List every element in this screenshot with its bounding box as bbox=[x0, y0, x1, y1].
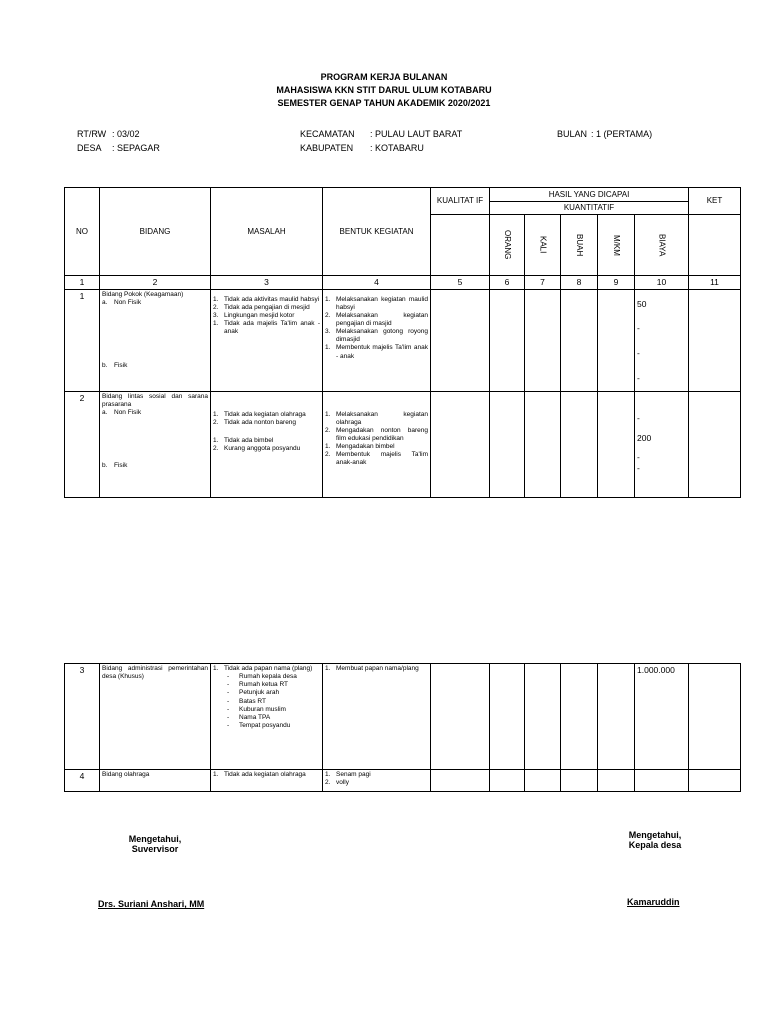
row-no: 2 bbox=[65, 391, 100, 497]
item-number: 1. bbox=[325, 665, 331, 672]
kecamatan-value: : PULAU LAUT BARAT bbox=[370, 129, 463, 139]
kabupaten-value: : KOTABARU bbox=[370, 143, 424, 153]
item-number: 2. bbox=[325, 311, 331, 319]
item-number: 1. bbox=[325, 443, 331, 451]
item-number: 1. bbox=[213, 410, 219, 418]
doc-title-line3: SEMESTER GENAP TAHUN AKADEMIK 2020/2021 bbox=[277, 98, 491, 108]
sub-dash: - bbox=[227, 705, 230, 713]
masalah-item: Lingkungan mesjid kotor bbox=[224, 311, 295, 319]
cell-mkm bbox=[598, 391, 635, 497]
ket-blank bbox=[689, 215, 741, 276]
col-number: 10 bbox=[635, 276, 689, 290]
cell-kali bbox=[525, 664, 561, 770]
bidang-title: Bidang lintas sosial dan sarana prasarana bbox=[102, 392, 208, 408]
item-number: 2. bbox=[213, 418, 219, 426]
cell-mkm bbox=[598, 289, 635, 391]
row-bentuk-kegiatan bbox=[323, 770, 431, 792]
biaya-value: - bbox=[637, 323, 640, 334]
biaya-value: - bbox=[637, 462, 640, 473]
col-number: 7 bbox=[525, 276, 561, 290]
kualitatif-blank bbox=[431, 215, 490, 276]
bidang-a-text: Non Fisik bbox=[114, 408, 142, 416]
bentuk-item: Melaksanakan gotong royong dimasjid bbox=[336, 328, 428, 344]
bidang-a-text: Non Fisik bbox=[114, 298, 142, 306]
item-number: 1. bbox=[213, 320, 219, 327]
cell-biaya bbox=[635, 770, 689, 792]
rtrw-value: : 03/02 bbox=[112, 129, 140, 139]
bulan-label: BULAN bbox=[557, 129, 588, 139]
row-bentuk-kegiatan bbox=[323, 289, 431, 391]
item-number: 2. bbox=[325, 779, 331, 787]
col-number: 11 bbox=[689, 276, 741, 290]
cell-ket bbox=[689, 391, 741, 497]
biaya-value: - bbox=[637, 451, 640, 462]
cell-biaya: 1.000.000 bbox=[635, 664, 689, 770]
row-bidang bbox=[100, 289, 211, 391]
row-no: 1 bbox=[65, 289, 100, 391]
bidang-b-mark: b. bbox=[102, 462, 108, 469]
item-number: 2. bbox=[325, 451, 331, 459]
sub-dash: - bbox=[227, 713, 230, 721]
col-number: 6 bbox=[490, 276, 525, 290]
col-header-buah: BUAH bbox=[561, 215, 598, 276]
item-number: 3. bbox=[325, 328, 331, 336]
item-number: 1. bbox=[213, 771, 219, 778]
bentuk-item: Mengadakan nonton bareng film edukasi pendidikan bbox=[336, 426, 428, 442]
bentuk-item: Mengadakan bimbel bbox=[336, 443, 395, 451]
col-number: 2 bbox=[100, 276, 211, 290]
col-header-hasil: HASIL YANG DICAPAI bbox=[490, 188, 689, 202]
col-header-ket: KET bbox=[689, 188, 741, 215]
bulan-value: : 1 (PERTAMA) bbox=[591, 129, 653, 139]
sub-dash: - bbox=[227, 697, 230, 705]
row-no: 4 bbox=[65, 770, 100, 792]
masalah-subitem: Rumah kepala desa bbox=[239, 673, 297, 681]
cell-biaya bbox=[635, 289, 689, 391]
col-number: 9 bbox=[598, 276, 635, 290]
col-header-bentuk-kegiatan: BENTUK KEGIATAN bbox=[323, 188, 431, 276]
cell-mkm bbox=[598, 664, 635, 770]
cell-kali bbox=[525, 391, 561, 497]
masalah-item: Tidak ada kegiatan olahraga bbox=[224, 410, 306, 418]
col-number: 1 bbox=[65, 276, 100, 290]
signature-right-name: Kamaruddin bbox=[627, 897, 680, 907]
kabupaten-label: KABUPATEN bbox=[300, 143, 354, 153]
bidang-b-text: Fisik bbox=[114, 361, 128, 369]
col-header-masalah: MASALAH bbox=[211, 188, 323, 276]
bentuk-item: Melaksanakan kegiatan pengajian di masjid bbox=[336, 311, 428, 327]
signature-left-title bbox=[100, 834, 210, 854]
signature-left-line1: Mengetahui, bbox=[128, 834, 182, 844]
cell-buah bbox=[561, 289, 598, 391]
col-header-biaya: BIAYA bbox=[635, 215, 689, 276]
cell-kualitatif bbox=[431, 391, 490, 497]
col-header-bidang: BIDANG bbox=[100, 188, 211, 276]
cell-buah bbox=[561, 664, 598, 770]
col-header-mkm: M/KM bbox=[598, 215, 635, 276]
masalah-item: Tidak ada aktivitas maulid habsyi bbox=[224, 295, 320, 303]
table-row bbox=[65, 289, 741, 391]
cell-orang bbox=[490, 289, 525, 391]
table-row bbox=[65, 664, 741, 770]
col-number: 8 bbox=[561, 276, 598, 290]
cell-kali bbox=[525, 289, 561, 391]
col-header-orang: ORANG bbox=[490, 215, 525, 276]
row-no: 3 bbox=[65, 664, 100, 770]
row-masalah bbox=[211, 289, 323, 391]
masalah-subitem: Petunjuk arah bbox=[239, 689, 280, 697]
table-row bbox=[65, 391, 741, 497]
bidang-b-text: Fisik bbox=[114, 462, 128, 469]
row-bidang bbox=[100, 391, 211, 497]
bentuk-item: Melaksanakan kegiatan maulid habsyi bbox=[336, 295, 428, 311]
bidang-a-mark: a. bbox=[102, 408, 108, 416]
row-bidang: Bidang administrasi pemerintahan desa (Khusus) bbox=[100, 664, 211, 770]
sub-dash: - bbox=[227, 681, 230, 689]
cell-ket bbox=[689, 289, 741, 391]
item-number: 3. bbox=[213, 311, 219, 319]
masalah-subitem: Rumah ketua RT bbox=[239, 681, 289, 689]
item-number: 1. bbox=[213, 295, 219, 303]
masalah-item: Tidak ada bimbel bbox=[224, 436, 274, 444]
item-number: 1. bbox=[213, 665, 219, 672]
item-number: 1. bbox=[213, 436, 219, 444]
cell-kualitatif bbox=[431, 770, 490, 792]
row-masalah bbox=[211, 770, 323, 792]
row-masalah bbox=[211, 391, 323, 497]
bentuk-item: Membuat papan nama/plang bbox=[336, 665, 419, 672]
item-number: 1. bbox=[325, 410, 331, 418]
cell-orang bbox=[490, 391, 525, 497]
signature-right-line1: Mengetahui, bbox=[628, 830, 682, 840]
signature-right-title bbox=[600, 830, 710, 850]
sub-dash: - bbox=[227, 721, 230, 729]
item-number: 1. bbox=[325, 344, 331, 352]
col-header-kualitatif: KUALITAT IF bbox=[431, 188, 490, 215]
rtrw-label: RT/RW bbox=[77, 129, 107, 139]
item-number: 1. bbox=[325, 295, 331, 303]
signature-right-line2: Kepala desa bbox=[628, 840, 682, 850]
item-number: 1. bbox=[325, 771, 331, 778]
row-bentuk-kegiatan bbox=[323, 664, 431, 770]
bidang-b-mark: b. bbox=[102, 361, 108, 369]
cell-kali bbox=[525, 770, 561, 792]
biaya-value: - bbox=[637, 372, 640, 383]
cell-kualitatif bbox=[431, 289, 490, 391]
row-bidang: Bidang olahraga bbox=[100, 770, 211, 792]
masalah-subitem: Kuburan muslim bbox=[239, 705, 286, 713]
bentuk-item: Senam pagi bbox=[336, 771, 371, 778]
program-table bbox=[64, 187, 741, 498]
bidang-a-mark: a. bbox=[102, 298, 108, 306]
program-table-continued bbox=[64, 663, 741, 792]
biaya-value: - bbox=[637, 347, 640, 358]
cell-buah bbox=[561, 770, 598, 792]
cell-ket bbox=[689, 664, 741, 770]
biaya-value: 200 bbox=[637, 433, 652, 444]
signature-left-name: Drs. Suriani Anshari, MM bbox=[98, 899, 205, 909]
col-header-no: NO bbox=[65, 188, 100, 276]
biaya-value: - bbox=[637, 412, 640, 423]
masalah-item: Kurang anggota posyandu bbox=[224, 445, 301, 452]
sub-dash: - bbox=[227, 689, 230, 697]
masalah-item: Tidak ada kegiatan olahraga bbox=[224, 771, 306, 778]
bentuk-item: Membentuk majelis Ta'lim anak-anak bbox=[336, 451, 428, 467]
masalah-item: Tidak ada nonton bareng bbox=[224, 418, 297, 426]
biaya-value: 50 bbox=[637, 298, 647, 309]
item-number: 2. bbox=[213, 445, 219, 452]
row-masalah bbox=[211, 664, 323, 770]
col-number: 3 bbox=[211, 276, 323, 290]
bentuk-item: Melaksanakan kegiatan olahraga bbox=[336, 410, 428, 426]
cell-orang bbox=[490, 664, 525, 770]
cell-kualitatif bbox=[431, 664, 490, 770]
cell-orang bbox=[490, 770, 525, 792]
masalah-item: Tidak ada pengajian di mesjid bbox=[224, 303, 310, 311]
col-header-kuantitatif: KUANTITATIF bbox=[490, 202, 689, 215]
sub-dash: - bbox=[227, 673, 230, 681]
item-number: 2. bbox=[213, 303, 219, 311]
col-header-kali: KALI bbox=[525, 215, 561, 276]
bidang-title: Bidang Pokok (Keagamaan) bbox=[102, 290, 184, 298]
masalah-subitem: Tempat posyandu bbox=[239, 721, 291, 729]
cell-ket bbox=[689, 770, 741, 792]
masalah-item: Tidak ada majelis Ta'lim anak - anak bbox=[224, 320, 320, 336]
col-number: 5 bbox=[431, 276, 490, 290]
masalah-subitem: Nama TPA bbox=[239, 713, 271, 721]
bentuk-item: volly bbox=[336, 779, 350, 787]
item-number: 2. bbox=[325, 426, 331, 434]
cell-buah bbox=[561, 391, 598, 497]
table-row bbox=[65, 770, 741, 792]
row-bentuk-kegiatan bbox=[323, 391, 431, 497]
bentuk-item: Membentuk majelis Ta'lim anak - anak bbox=[336, 344, 428, 360]
doc-title-line1: PROGRAM KERJA BULANAN bbox=[320, 72, 448, 82]
masalah-subitem: Batas RT bbox=[239, 697, 266, 705]
desa-value: : SEPAGAR bbox=[112, 143, 160, 153]
masalah-item: Tidak ada papan nama (plang) bbox=[224, 665, 313, 672]
col-number: 4 bbox=[323, 276, 431, 290]
cell-mkm bbox=[598, 770, 635, 792]
signature-left-line2: Suvervisor bbox=[131, 844, 179, 854]
kecamatan-label: KECAMATAN bbox=[300, 129, 355, 139]
cell-biaya bbox=[635, 391, 689, 497]
desa-label: DESA bbox=[77, 143, 102, 153]
doc-title-line2: MAHASISWA KKN STIT DARUL ULUM KOTABARU bbox=[276, 85, 492, 95]
